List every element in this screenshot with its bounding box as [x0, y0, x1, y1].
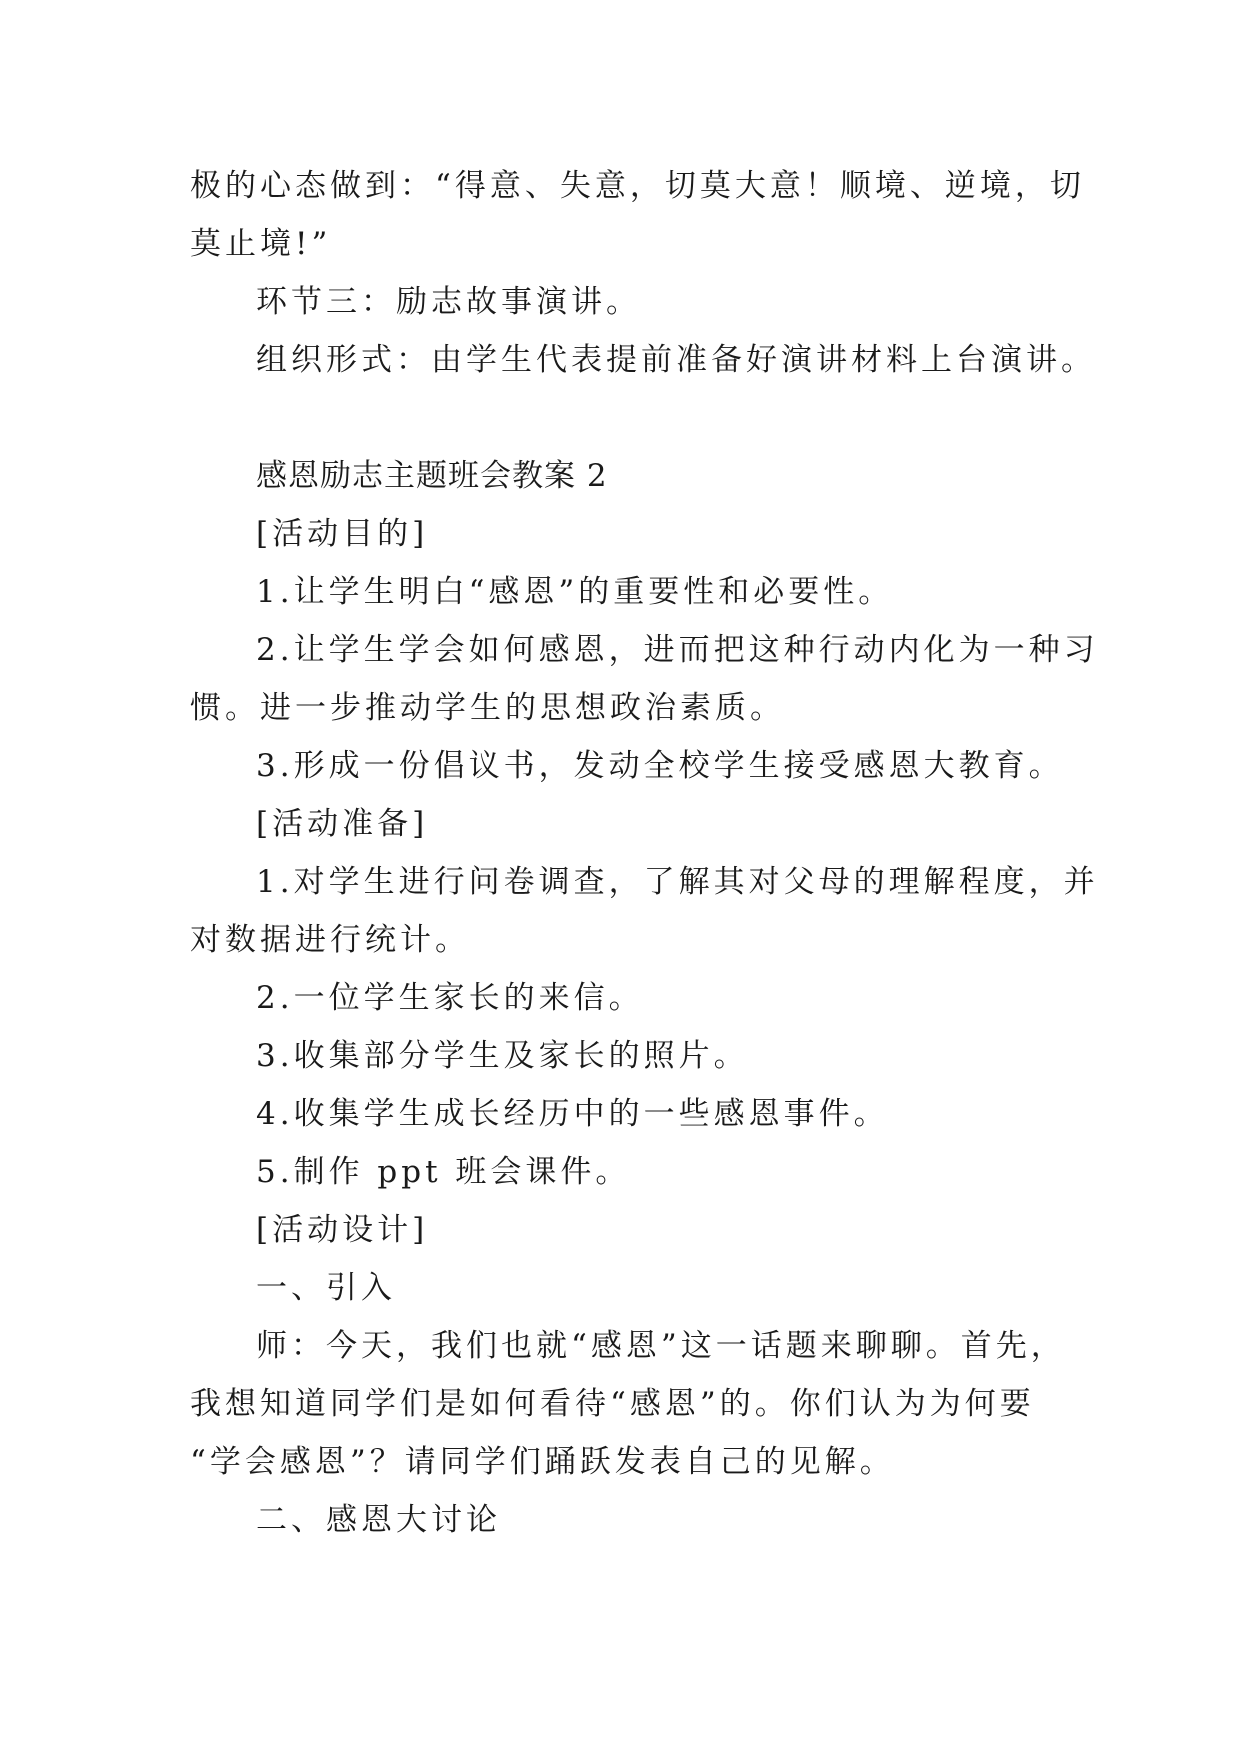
text-line: 师：今天，我们也就“感恩”这一话题来聊聊。首先，	[256, 1328, 1066, 1364]
list-item: 2.一位学生家长的来信。	[256, 980, 644, 1016]
section-heading: [活动设计]	[256, 1212, 429, 1248]
list-item: 1.让学生明白“感恩”的重要性和必要性。	[256, 574, 894, 610]
section-heading: [活动准备]	[256, 806, 429, 842]
text-line: 我想知道同学们是如何看待“感恩”的。你们认为为何要	[190, 1386, 1035, 1422]
list-item: 1.对学生进行问卷调查，了解其对父母的理解程度，并	[256, 864, 1099, 900]
section-heading: 二、感恩大讨论	[256, 1502, 501, 1538]
list-item: 4.收集学生成长经历中的一些感恩事件。	[256, 1096, 889, 1132]
text-line: 惯。进一步推动学生的思想政治素质。	[190, 690, 785, 726]
section-heading: [活动目的]	[256, 516, 429, 552]
document-title: 感恩励志主题班会教案 2	[256, 458, 608, 494]
text-line: 莫止境!”	[190, 226, 332, 262]
list-item: 2.让学生学会如何感恩，进而把这种行动内化为一种习	[256, 632, 1099, 668]
text-line: 极的心态做到：“得意、失意，切莫大意！顺境、逆境，切	[190, 168, 1085, 204]
list-item: 5.制作 ppt 班会课件。	[256, 1154, 631, 1190]
section-heading: 环节三：励志故事演讲。	[256, 284, 641, 320]
list-item: 3.收集部分学生及家长的照片。	[256, 1038, 749, 1074]
text-line: “学会感恩”？请同学们踊跃发表自己的见解。	[190, 1444, 895, 1480]
list-item: 3.形成一份倡议书，发动全校学生接受感恩大教育。	[256, 748, 1064, 784]
text-line: 对数据进行统计。	[190, 922, 470, 958]
section-heading: 一、引入	[256, 1270, 396, 1306]
text-line: 组织形式：由学生代表提前准备好演讲材料上台演讲。	[256, 342, 1096, 378]
